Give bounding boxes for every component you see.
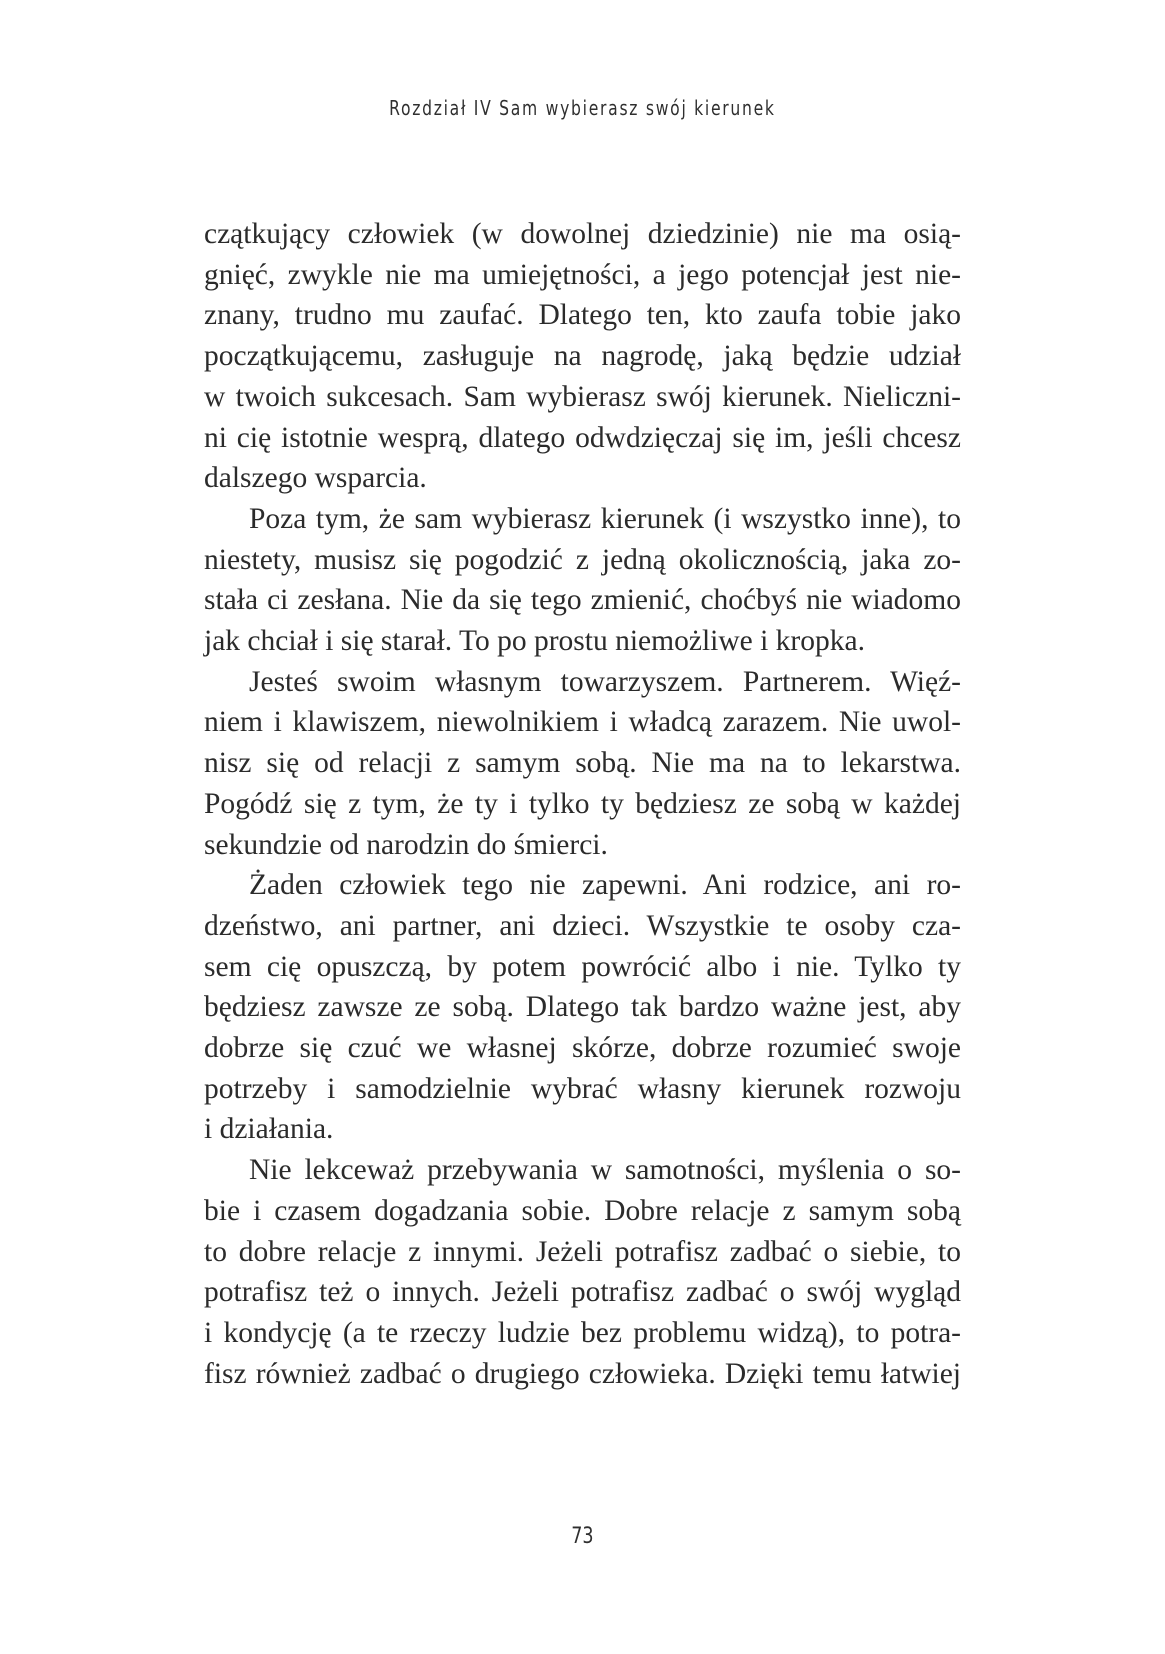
text-line: ni cię istotnie wesprą, dlatego odwdzięczaj się im, jeśli chcesz (204, 421, 961, 454)
paragraph (204, 865, 961, 1150)
text-line: to dobre relacje z innymi. Jeżeli potrafisz zadbać o siebie, to (204, 1235, 961, 1268)
running-head: Rozdział IV Sam wybierasz swój kierunek (389, 96, 776, 120)
text-line: niem i klawiszem, niewolnikiem i władcą zarazem. Nie uwol- (204, 706, 961, 739)
text-line: czątkujący człowiek (w dowolnej dziedzinie) nie ma osią- (204, 218, 961, 250)
paragraph (204, 662, 961, 866)
text-line: bie i czasem dogadzania sobie. Dobre relacje z samym sobą (204, 1194, 961, 1227)
paragraph (204, 214, 961, 499)
text-line: stała ci zesłana. Nie da się tego zmienić, choćbyś nie wiadomo (204, 584, 961, 617)
text-line: nisz się od relacji z samym sobą. Nie ma na to lekarstwa. (204, 747, 961, 780)
text-line: niestety, musisz się pogodzić z jedną okolicznością, jaka zo- (204, 543, 961, 576)
text-line: sem cię opuszczą, by potem powrócić albo i nie. Tylko ty (204, 950, 961, 983)
text-line: Pogódź się z tym, że ty i tylko ty będziesz ze sobą w każdej (204, 787, 961, 820)
paragraph (204, 1150, 961, 1394)
text-line: sekundzie od narodzin do śmierci. (204, 828, 608, 861)
text-line: potrzeby i samodzielnie wybrać własny kierunek rozwoju (204, 1072, 961, 1105)
body-text (204, 214, 961, 1394)
text-line: początkującemu, zasługuje na nagrodę, jaką będzie udział (204, 340, 961, 373)
text-line: Poza tym, że sam wybierasz kierunek (i wszystko inne), to (249, 502, 961, 535)
text-line: jak chciał i się starał. To po prostu niemożliwe i kropka. (204, 625, 865, 658)
text-line: potrafisz też o innych. Jeżeli potrafisz zadbać o swój wygląd (204, 1276, 961, 1309)
text-line: dzeństwo, ani partner, ani dzieci. Wszystkie te osoby cza- (204, 909, 961, 942)
page-number: 73 (571, 1524, 594, 1549)
text-line: dobrze się czuć we własnej skórze, dobrze rozumieć swoje (204, 1032, 961, 1065)
text-line: w twoich sukcesach. Sam wybierasz swój kierunek. Nieliczni- (204, 380, 961, 413)
text-line: będziesz zawsze ze sobą. Dlatego tak bardzo ważne jest, aby (204, 991, 961, 1024)
text-line: gnięć, zwykle nie ma umiejętności, a jego potencjał jest nie- (204, 258, 961, 291)
text-line: dalszego wsparcia. (204, 462, 427, 495)
paragraph (204, 499, 961, 662)
text-line: Nie lekceważ przebywania w samotności, myślenia o so- (249, 1154, 961, 1187)
text-line: Jesteś swoim własnym towarzyszem. Partnerem. Więź- (249, 665, 961, 698)
text-line: i działania. (204, 1113, 334, 1146)
text-line: znany, trudno mu zaufać. Dlatego ten, kto zaufa tobie jako (204, 299, 961, 332)
text-line: Żaden człowiek tego nie zapewni. Ani rodzice, ani ro- (249, 869, 961, 902)
text-line: fisz również zadbać o drugiego człowieka. Dzięki temu łatwiej (204, 1357, 961, 1390)
text-line: i kondycję (a te rzeczy ludzie bez problemu widzą), to potra- (204, 1316, 961, 1349)
